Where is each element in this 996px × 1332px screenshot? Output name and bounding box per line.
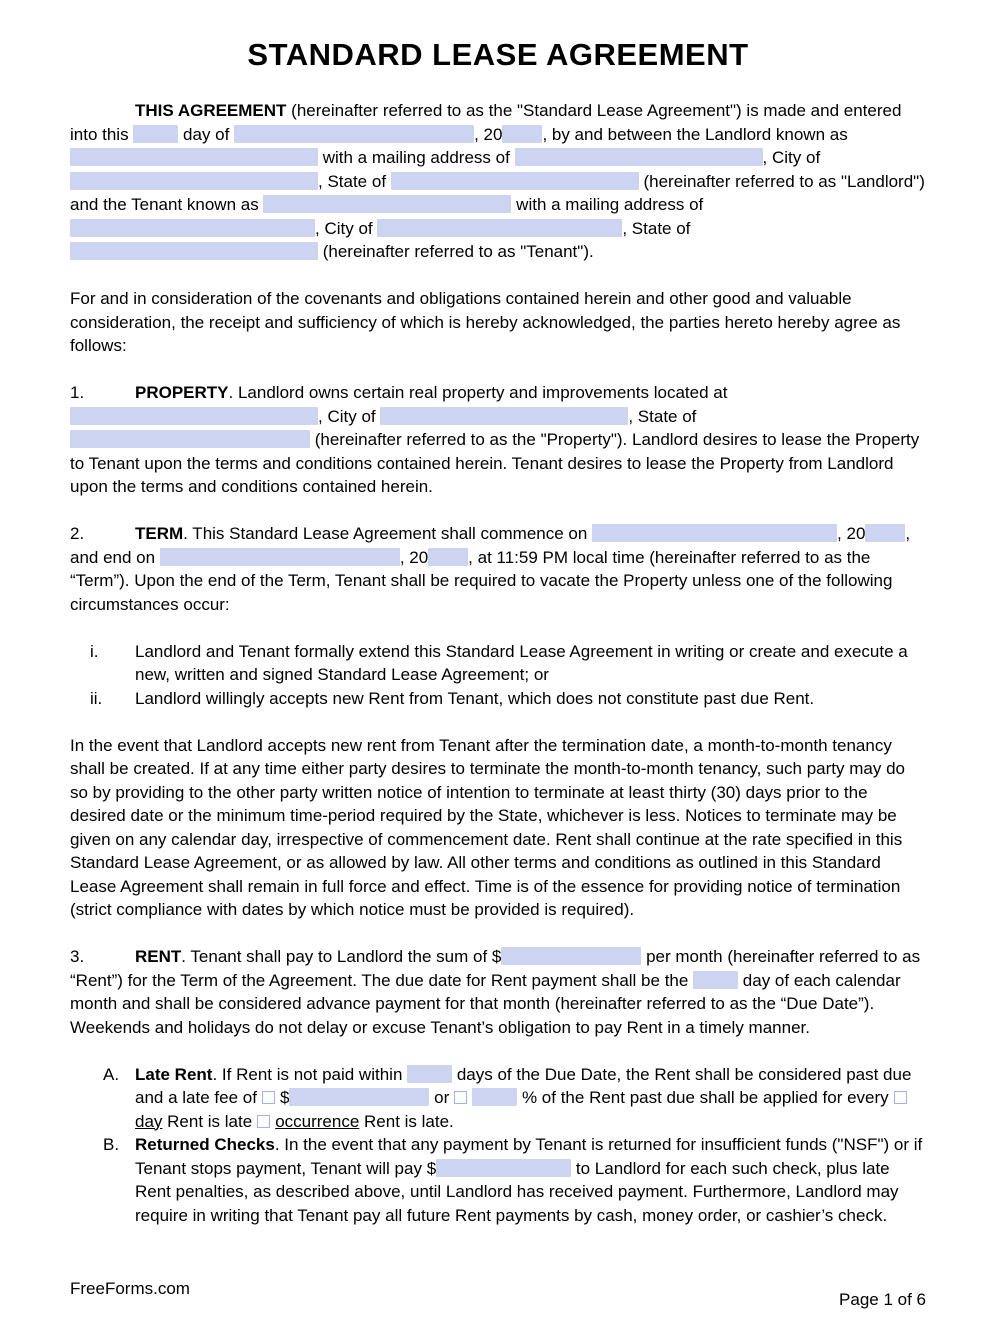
holdover-clause: In the event that Landlord accepts new rent from Tenant after the termination date, a month-to-month tenancy shall be created. If at any time either party desires to terminate the month-to-month tenancy, such party may do so by providing to the other party written notice of intention to terminate at least thirty (30) days prior to the desired date or the minimum time-period required by the State, whichever is less. Notices to terminate may be given on any calendar day, irrespective of commencement date. Rent shall continue at the rate specified in this Standard Lease Agreement, or as allowed by law. All other terms and conditions as outlined in this Standard Lease Agreement shall remain in full force and effect. Time is of the essence for providing notice of termination (strict compliance with dates by which notice must be provided is required).	[70, 735, 905, 919]
text-segment: , and end on	[70, 524, 911, 567]
start-year-field[interactable]	[865, 524, 905, 542]
end-year-field[interactable]	[428, 548, 468, 566]
late-fee-amount-field[interactable]	[289, 1088, 429, 1106]
lease-end-date-field[interactable]	[160, 548, 400, 566]
late-fee-percent-checkbox[interactable]	[454, 1091, 467, 1104]
per-occurrence-checkbox[interactable]	[257, 1115, 270, 1128]
term-circumstances-list	[70, 640, 926, 711]
execution-day-field[interactable]	[133, 125, 178, 143]
text-segment: , at 11:59 PM local time (hereinafter referred to as the “Term”). Upon the end of the Term, Tenant shall be required to vacate the Property unless one of the following circumstances occur:	[70, 547, 893, 614]
per-occurrence-option-label: occurrence	[275, 1111, 360, 1131]
text-segment: $	[279, 1088, 290, 1107]
text-segment: (hereinafter referred to as "Landlord") and the Tenant known as	[70, 171, 925, 214]
list-item	[70, 687, 926, 711]
text-segment: , State of	[622, 218, 691, 238]
text-segment: or	[429, 1088, 450, 1107]
clause-heading: PROPERTY	[135, 383, 229, 402]
text-segment: , City of	[315, 218, 378, 238]
returned-checks-item	[70, 1133, 926, 1227]
property-state-field[interactable]	[70, 430, 310, 448]
late-fee-percent-field[interactable]	[472, 1088, 517, 1106]
text-segment: , City of	[318, 406, 381, 426]
page-number: Page 1 of 6	[839, 1289, 926, 1309]
returned-checks-body	[135, 1133, 926, 1227]
execution-month-field[interactable]	[234, 125, 474, 143]
tenant-state-field[interactable]	[70, 242, 318, 260]
text-segment: , 20	[399, 547, 429, 567]
late-rent-body	[135, 1063, 926, 1134]
property-clause	[70, 381, 926, 499]
late-grace-days-field[interactable]	[407, 1065, 452, 1083]
late-fee-dollar-checkbox[interactable]	[262, 1091, 275, 1104]
clause-heading: TERM	[135, 524, 184, 543]
clause-heading: RENT	[135, 947, 182, 966]
clause-number: 1.	[70, 383, 85, 402]
text-segment: days of the Due Date, the Rent shall be considered past due and a late fee of	[135, 1064, 912, 1107]
text-segment: with a mailing address of	[511, 195, 704, 214]
per-day-checkbox[interactable]	[894, 1091, 907, 1104]
text-segment: (hereinafter referred to as the "Property"). Landlord desires to lease the Property to Tenant upon the terms and conditions contained herein. Tenant desires to lease the Property from Landlord upon the terms and conditions contained herein.	[70, 430, 920, 496]
text-segment: , by and between the Landlord known as	[542, 124, 848, 144]
text-segment: with a mailing address of	[318, 148, 515, 167]
execution-year-field[interactable]	[502, 125, 542, 143]
text-segment: . This Standard Lease Agreement shall commence on	[183, 524, 593, 543]
monthly-rent-amount-field[interactable]	[501, 947, 641, 965]
text-segment: . In the event that any payment by Tenant is returned for insufficient funds ("NSF") or if Tenant stops payment, Tenant will pay $	[135, 1135, 923, 1178]
late-rent-item	[70, 1063, 926, 1134]
text-segment: Rent is late.	[359, 1111, 454, 1131]
property-city-field[interactable]	[380, 407, 628, 425]
intro-lead-text: THIS AGREEMENT	[135, 101, 287, 120]
sub-clause-heading: Late Rent	[135, 1064, 213, 1084]
text-segment: (hereinafter referred to as the "Standard Lease Agreement") is made and entered into this	[70, 101, 902, 144]
term-clause	[70, 522, 926, 616]
rent-clause	[70, 945, 926, 1039]
list-marker: B.	[103, 1135, 120, 1154]
text-segment: Rent is late	[162, 1111, 253, 1131]
property-address-field[interactable]	[70, 407, 318, 425]
list-marker: ii.	[90, 688, 103, 708]
consideration-clause: For and in consideration of the covenants and obligations contained herein and other good and valuable consideration, the receipt and sufficiency of which is hereby acknowledged, the parties hereto hereby agree as follows:	[70, 289, 901, 355]
landlord-city-field[interactable]	[70, 172, 318, 190]
text-segment: % of the Rent past due shall be applied for every	[517, 1088, 889, 1107]
tenant-address-field[interactable]	[70, 219, 315, 237]
landlord-name-field[interactable]	[70, 148, 318, 166]
list-text: Landlord and Tenant formally extend this Standard Lease Agreement in writing or create and execute a new, written and signed Standard Lease Agreement; or	[135, 641, 908, 684]
clause-number: 2.	[70, 524, 85, 543]
list-item	[70, 640, 926, 687]
footer-site-link[interactable]: FreeForms.com	[70, 1278, 190, 1298]
sub-clause-heading: Returned Checks	[135, 1135, 275, 1154]
nsf-fee-field[interactable]	[436, 1159, 571, 1177]
text-segment: . If Rent is not paid within	[212, 1064, 408, 1084]
tenant-city-field[interactable]	[377, 219, 622, 237]
text-segment: , City of	[762, 148, 821, 167]
text-segment: day of each calendar month and shall be considered advance payment for that month (hereinafter referred to as the “Due Date”). Weekends and holidays do not delay or excuse Tenant’s obligation to pay Rent in a timely manner.	[70, 970, 901, 1037]
text-segment: , State of	[318, 171, 391, 191]
landlord-state-field[interactable]	[391, 172, 639, 190]
landlord-address-field[interactable]	[515, 148, 763, 166]
lease-start-date-field[interactable]	[592, 524, 837, 542]
list-text: Landlord willingly accepts new Rent from Tenant, which does not constitute past due Rent.	[135, 688, 815, 708]
rent-due-day-field[interactable]	[693, 971, 738, 989]
clause-number: 3.	[70, 947, 85, 966]
text-segment: , 20	[474, 124, 503, 144]
per-day-option-label: day	[135, 1111, 163, 1131]
list-marker: A.	[103, 1064, 120, 1084]
text-segment: , 20	[837, 524, 866, 543]
tenant-name-field[interactable]	[263, 195, 511, 213]
intro-clause	[70, 99, 926, 264]
text-segment: . Landlord owns certain real property and improvements located at	[228, 383, 728, 402]
text-segment: to Landlord for each such check, plus late Rent penalties, as described above, until Landlord has received payment. Furthermore, Landlord may require in writing that Tenant pay all future Rent payments by cash, money order, or cashier’s check.	[135, 1158, 899, 1225]
text-segment: day of	[178, 124, 235, 144]
text-segment: , State of	[628, 406, 697, 426]
list-marker: i.	[90, 641, 99, 661]
document-title: STANDARD LEASE AGREEMENT	[247, 37, 749, 72]
text-segment: . Tenant shall pay to Landlord the sum of $	[181, 947, 502, 966]
text-segment: per month (hereinafter referred to as “Rent”) for the Term of the Agreement. The due date for Rent payment shall be the	[70, 947, 921, 990]
text-segment: (hereinafter referred to as "Tenant").	[318, 242, 594, 261]
